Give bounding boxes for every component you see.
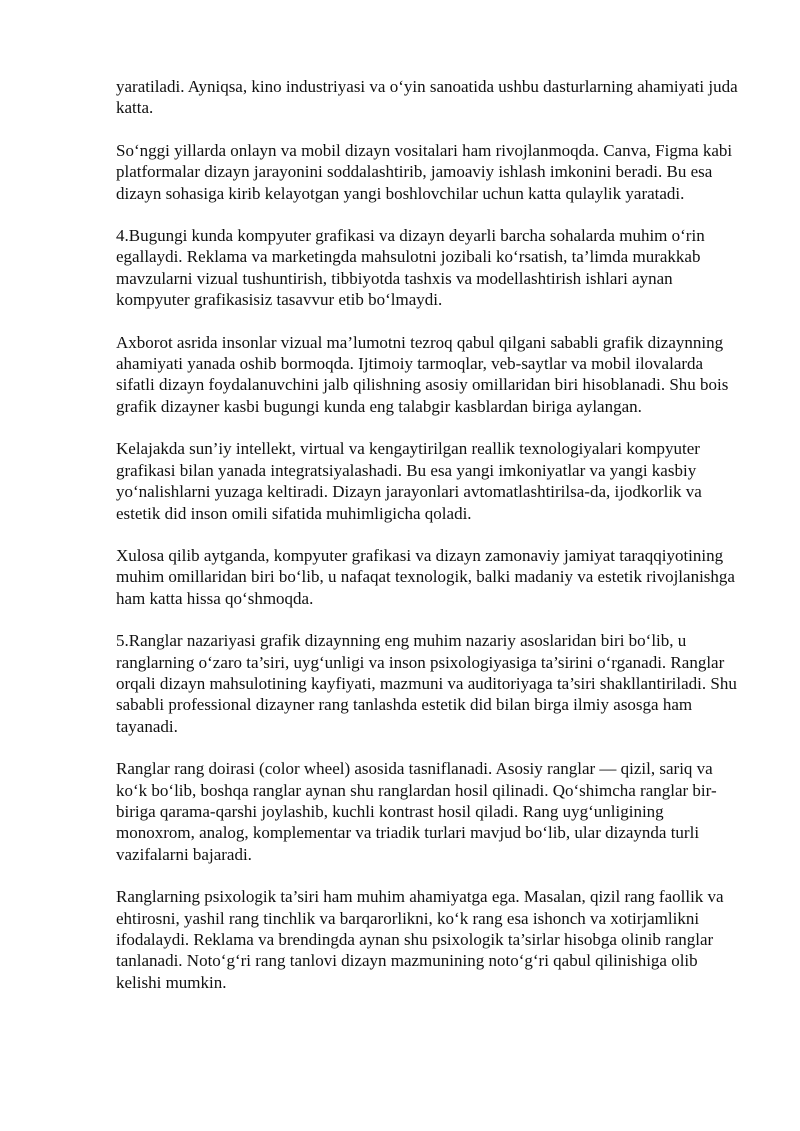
document-page [116,76,746,1014]
paragraph-continuation: yaratiladi. Ayniqsa, kino industriyasi va o‘yin sanoatida ushbu dasturlarning ahamiyati juda katta. [116,77,738,118]
paragraph-conclusion: Xulosa qilib aytganda, kompyuter grafikasi va dizayn zamonaviy jamiyat taraqqiyotining muhim omillaridan biri bo‘lib, u nafaqat texnologik, balki madaniy va estetik rivojlanishga ham katta hissa qo‘shmoqda. [116,545,735,608]
paragraph-information-age: Axborot asrida insonlar vizual ma’lumotni tezroq qabul qilgani sababli grafik dizaynning ahamiyati yanada oshib bormoqda. Ijtimoiy tarmoqlar, veb-saytlar va mobil ilovalarda sifatli dizayn foydalanuvchini jalb qilishning asosiy omillaridan biri hisoblanadi. Shu bois grafik dizayner kasbi bugungi kunda eng talabgir kasblardan biriga aylangan. [116,332,729,416]
paragraph-color-wheel: Ranglar rang doirasi (color wheel) asosida tasniflanadi. Asosiy ranglar — qizil, sariq va ko‘k bo‘lib, boshqa ranglar aynan shu ranglardan hosil qilinadi. Qo‘shimcha ranglar bir-biriga qarama-qarshi joylashib, kuchli kontrast hosil qiladi. Rang uyg‘unligining monoxrom, analog, komplementar va triadik turlari mavjud bo‘lib, ular dizaynda turli vazifalarni bajaradi. [116,759,717,864]
paragraph-color-psychology: Ranglarning psixologik ta’siri ham muhim ahamiyatga ega. Masalan, qizil rang faollik va ehtirosni, yashil rang tinchlik va barqarorlikni, ko‘k rang esa ishonch va xotirjamlikni ifodalaydi. Reklama va brendingda aynan shu psixologik ta’sirlar hisobga olinib ranglar tanlanadi. Noto‘g‘ri rang tanlovi dizayn mazmunining noto‘g‘ri qabul qilinishiga olib kelishi mumkin. [116,887,724,992]
paragraph-section-5: 5.Ranglar nazariyasi grafik dizaynning eng muhim nazariy asoslaridan biri bo‘lib, u ranglarning o‘zaro ta’siri, uyg‘unligi va inson psixologiyasiga ta’sirini o‘rganadi. Ranglar orqali dizayn mahsulotining kayfiyati, mazmuni va auditoriyaga ta’siri shakllantiriladi. Shu sababli professional dizayner rang tanlashda estetik did bilan birga ilmiy asosga ham tayanadi. [116,631,737,736]
paragraph-section-4: 4.Bugungi kunda kompyuter grafikasi va dizayn deyarli barcha sohalarda muhim o‘rin egallaydi. Reklama va marketingda mahsulotni jozibali ko‘rsatish, ta’limda murakkab mavzularni vizual tushuntirish, tibbiyotda tashxis va modellashtirish ishlari aynan kompyuter grafikasisiz tasavvur etib bo‘lmaydi. [116,226,705,310]
paragraph-online-tools: So‘nggi yillarda onlayn va mobil dizayn vositalari ham rivojlanmoqda. Canva, Figma kabi platformalar dizayn jarayonini soddalashtirib, jamoaviy ishlash imkonini beradi. Bu esa dizayn sohasiga kirib kelayotgan yangi boshlovchilar uchun katta qulaylik yaratadi. [116,140,733,203]
paragraph-future: Kelajakda sun’iy intellekt, virtual va kengaytirilgan reallik texnologiyalari kompyuter grafikasi bilan yanada integratsiyalashadi. Bu esa yangi imkoniyatlar va yangi kasbiy yo‘nalishlarni yuzaga keltiradi. Dizayn jarayonlari avtomatlashtirilsa-da, ijodkorlik va estetik did inson omili sifatida muhimligicha qoladi. [116,439,702,523]
